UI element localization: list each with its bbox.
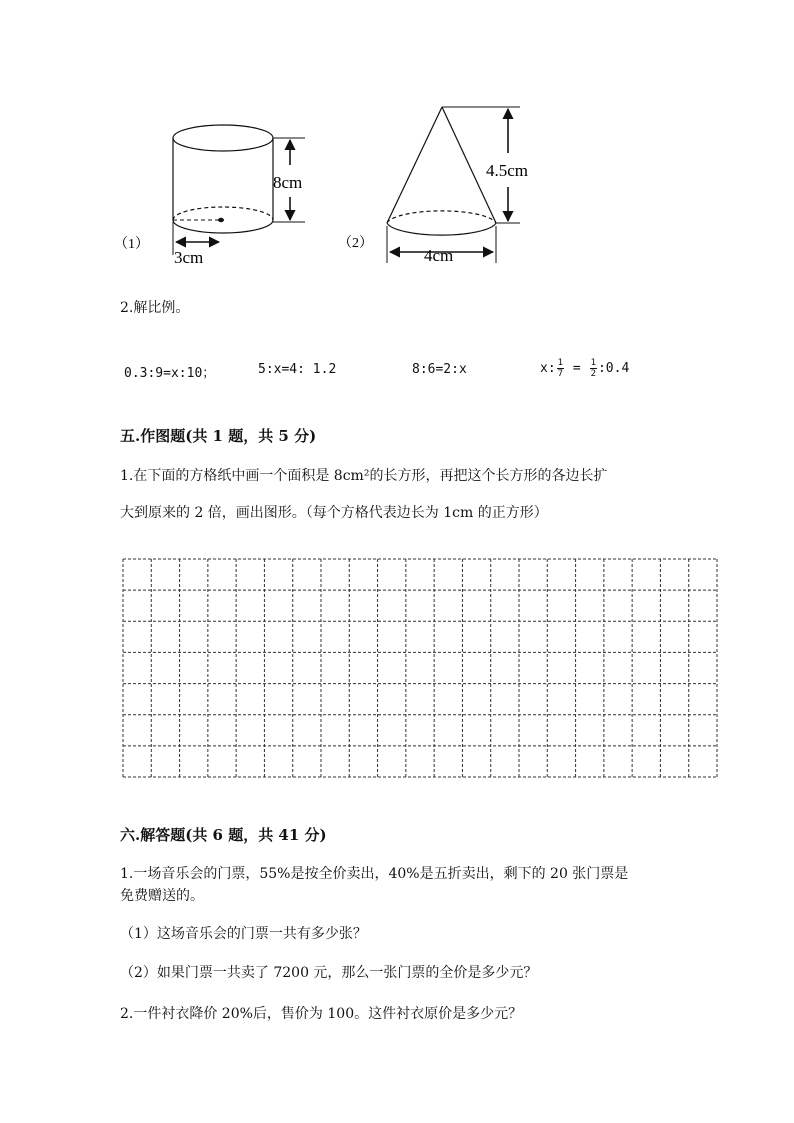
concert-subquestion-2: （2）如果门票一共卖了 7200 元，那么一张门票的全价是多少元？ [120, 965, 538, 981]
cylinder-radius-label: 3cm [174, 248, 204, 267]
drawing-question-line-1: 1.在下面的方格纸中画一个面积是 8cm²的长方形，再把这个长方形的各边长扩 [120, 468, 608, 484]
grid-paper[interactable] [122, 558, 718, 778]
cylinder-bottom-back [173, 207, 273, 220]
cone-figure [330, 95, 560, 270]
cone-base-back [387, 211, 496, 223]
shirt-question: 2.一件衬衣降价 20%后，售价为 100。这件衬衣原价是多少元？ [120, 1006, 523, 1022]
cone-side-left [387, 107, 442, 223]
proportion-eq-2: 5:x=4: 1.2 [258, 362, 337, 377]
cylinder-figure [100, 110, 330, 270]
fraction-denominator: 2 [590, 369, 596, 379]
cone-height-label: 4.5cm [486, 161, 529, 180]
cone-diameter-label: 4cm [424, 246, 454, 265]
fraction-one-seventh [557, 358, 564, 379]
cone-base-front [387, 223, 496, 235]
cylinder-bottom-front [173, 220, 273, 233]
concert-question-line-2: 免费赠送的。 [120, 888, 204, 904]
fraction-one-half [590, 358, 597, 379]
cylinder-height-label: 8cm [273, 173, 303, 192]
section-6-title: 六.解答题(共 6 题，共 41 分) [120, 826, 327, 844]
concert-subquestion-1: （1）这场音乐会的门票一共有多少张？ [120, 926, 367, 942]
fraction-numerator: 1 [590, 358, 596, 368]
proportion-eq-1: 0.3:9=x:10； [124, 366, 216, 381]
fraction-numerator: 1 [557, 358, 564, 368]
drawing-question-line-2: 大到原来的 2 倍，画出图形。（每个方格代表边长为 1cm 的正方形） [120, 505, 548, 521]
cone-number-label: （2） [338, 236, 373, 251]
eq4-left: x: [540, 361, 556, 376]
cylinder-number-label: （1） [114, 237, 149, 252]
eq4-right: :0.4 [597, 361, 630, 376]
cylinder-center-dot [218, 218, 224, 222]
eq4-equals: = [565, 361, 589, 376]
cylinder-top [173, 125, 273, 151]
proportion-question-title: 2.解比例。 [120, 300, 190, 316]
proportion-eq-3: 8:6=2:x [412, 362, 467, 377]
section-5-title: 五.作图题(共 1 题，共 5 分) [120, 427, 317, 445]
fraction-denominator: 7 [557, 369, 564, 379]
concert-question-line-1: 1.一场音乐会的门票，55%是按全价卖出，40%是五折卖出，剩下的 20 张门票是 [120, 866, 629, 882]
proportion-eq-4 [540, 358, 629, 379]
